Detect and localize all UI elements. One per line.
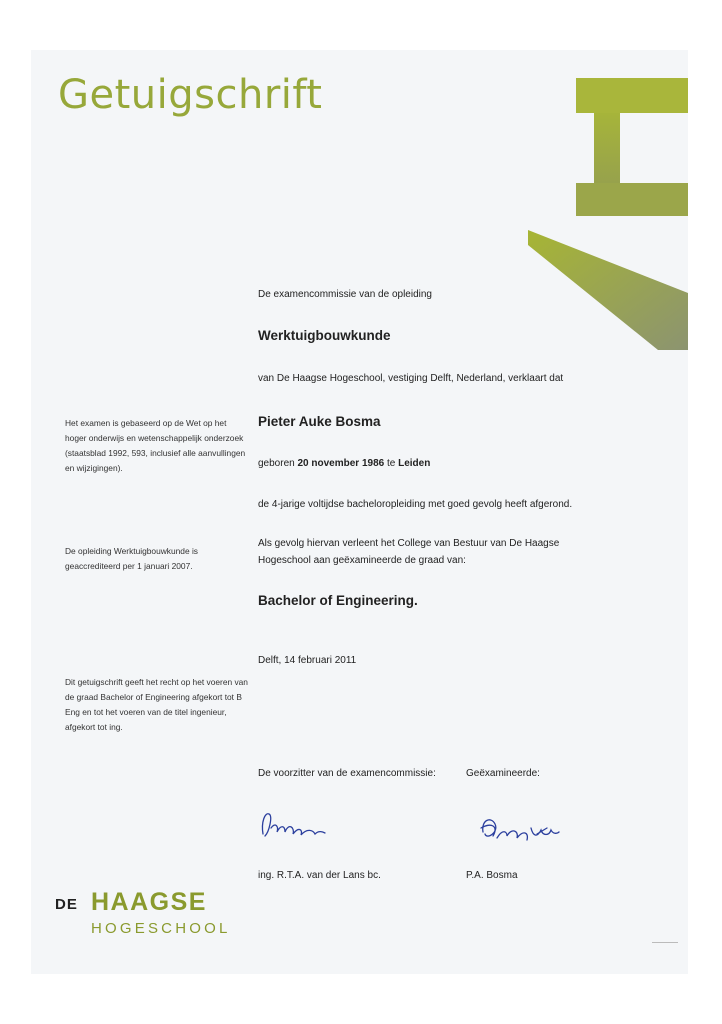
monogram-bottom-bar [576, 183, 688, 216]
institution-line: van De Haagse Hogeschool, vestiging Delft, Nederland, verklaart dat [258, 373, 564, 384]
conferral-text: Als gevolg hiervan verleent het College van Bestuur van De Haagse Hogeschool aan geëxamineerde de graad van: [258, 538, 560, 566]
intro-text: De examencommissie van de opleiding [258, 289, 432, 300]
page-title: Getuigschrift [58, 72, 323, 118]
graduate-name: Pieter Auke Bosma [258, 414, 381, 429]
birth-date: 20 november 1986 [297, 458, 385, 469]
chair-signature [255, 804, 335, 846]
birth-place: Leiden [398, 458, 431, 469]
logo-haagse: HAAGSE [91, 888, 207, 916]
completion-line: de 4-jarige voltijdse bacheloropleiding met goed gevolg heeft afgerond. [258, 499, 573, 510]
born-middle: te [386, 458, 396, 469]
chair-name: ing. R.T.A. van der Lans bc. [258, 870, 381, 881]
birth-line [258, 458, 678, 469]
decorative-dash [652, 942, 678, 943]
programme-name: Werktuigbouwkunde [258, 328, 391, 343]
logo-de: DE [55, 896, 78, 913]
candidate-signature [477, 810, 567, 852]
sidenote-exam-basis: Het examen is gebaseerd op de Wet op het hoger onderwijs en wetenschappelijk onderzoek (staatsblad 1992, 593, inclusief alle aanvullingen en wijzigingen). [65, 418, 246, 473]
hh-monogram-graphic [528, 50, 688, 350]
candidate-label: Geëxamineerde: [466, 768, 540, 779]
sidenote-accreditation: De opleiding Werktuigbouwkunde is geaccrediteerd per 1 januari 2007. [65, 546, 198, 571]
logo-hogeschool: HOGESCHOOL [91, 920, 231, 937]
monogram-stem [594, 113, 620, 183]
chair-label: De voorzitter van de examencommissie: [258, 768, 436, 779]
born-prefix: geboren [258, 458, 295, 469]
monogram-top-bar [576, 78, 688, 113]
certificate-page [31, 50, 688, 974]
place-date: Delft, 14 februari 2011 [258, 655, 357, 666]
sidenote-degree-rights: Dit getuigschrift geeft het recht op het voeren van de graad Bachelor of Engineering afgekort tot B Eng en tot het voeren van de titel ingenieur, afgekort tot ing. [65, 677, 248, 732]
degree-title: Bachelor of Engineering. [258, 593, 418, 608]
candidate-name: P.A. Bosma [466, 870, 518, 881]
